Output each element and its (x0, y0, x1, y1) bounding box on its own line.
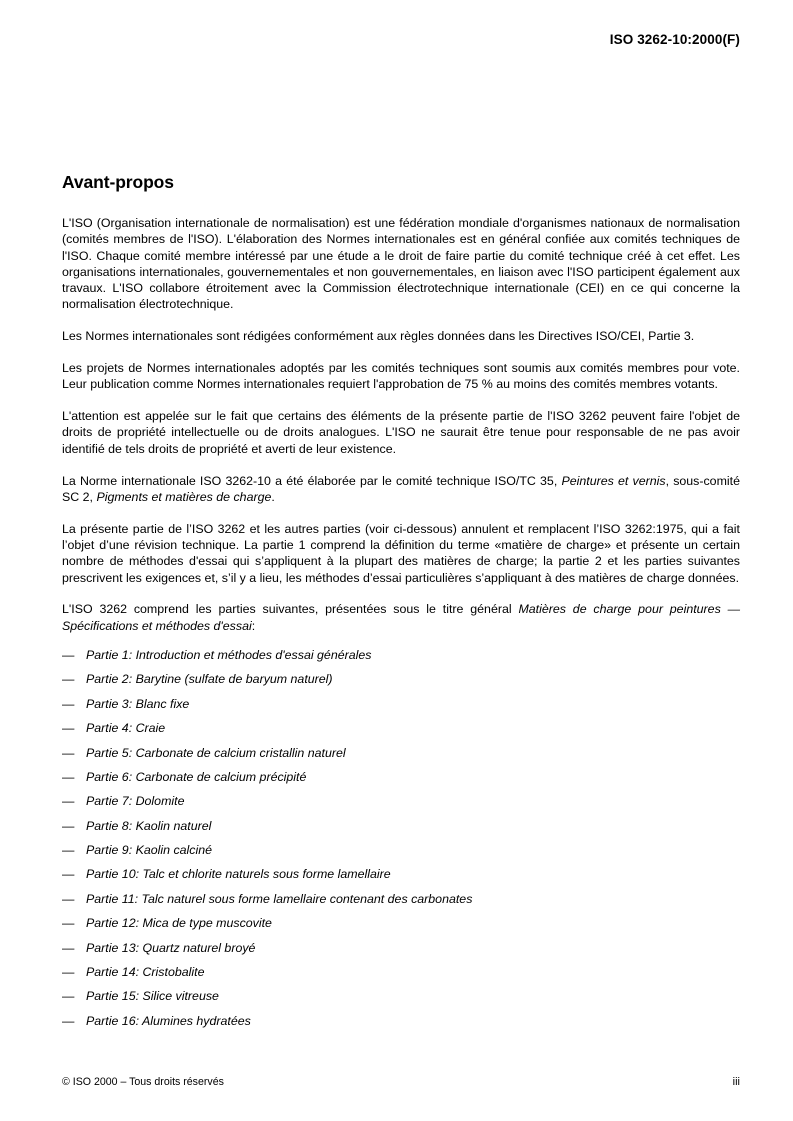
list-item-label: Partie 16: Alumines hydratées (86, 1013, 251, 1028)
committee-origin-text-2: , sous-comité SC 2, (62, 473, 740, 504)
page-content (62, 172, 740, 1037)
list-item (62, 696, 740, 712)
em-dash-bullet-icon: — (62, 916, 75, 931)
copyright-notice: © ISO 2000 – Tous droits réservés (62, 1076, 224, 1088)
list-item-label: Partie 13: Quartz naturel broyé (86, 940, 256, 955)
em-dash-bullet-icon: — (62, 843, 75, 858)
em-dash-bullet-icon: — (62, 965, 75, 980)
page-title: Avant-propos (62, 172, 174, 192)
list-item (62, 769, 740, 785)
list-item-label: Partie 7: Dolomite (86, 794, 185, 809)
list-item-label: Partie 11: Talc naturel sous forme lamellaire contenant des carbonates (86, 891, 473, 906)
em-dash-bullet-icon: — (62, 794, 75, 809)
committee-title-italic: Peintures et vernis (561, 473, 666, 488)
list-item-label: Partie 15: Silice vitreuse (86, 989, 219, 1004)
committee-origin-text-3: . (271, 489, 275, 504)
list-item-label: Partie 12: Mica de type muscovite (86, 916, 272, 931)
em-dash-bullet-icon: — (62, 1013, 75, 1028)
list-item-label: Partie 1: Introduction et méthodes d'essai générales (86, 647, 372, 662)
em-dash-bullet-icon: — (62, 940, 75, 955)
em-dash-bullet-icon: — (62, 867, 75, 882)
list-item (62, 866, 740, 882)
list-item-label: Partie 8: Kaolin naturel (86, 818, 212, 833)
page-number: iii (732, 1076, 740, 1088)
list-item (62, 964, 740, 980)
list-item (62, 818, 740, 834)
em-dash-bullet-icon: — (62, 891, 75, 906)
list-item-label: Partie 9: Kaolin calciné (86, 843, 213, 858)
paragraph-drafting-rules: Les Normes internationales sont rédigées conformément aux règles données dans les Directives ISO/CEI, Partie 3. (62, 329, 695, 344)
em-dash-bullet-icon: — (62, 721, 75, 736)
paragraph-revision-scope: La présente partie de l’ISO 3262 et les autres parties (voir ci-dessous) annulent et remplacent l’ISO 3262:1975, qui a fait l’objet d’une révision technique. La partie 1 comprend la définition du terme «matière de charge» et présente un certain nombre de méthodes d'essai qui s’appliquent à la plupart des matières de charge; la partie 2 et les parties suivantes prescrivent les exigences et, s’il y a lieu, les méthodes d’essai particulières s’appliquant à des matières de charge données. (62, 521, 740, 585)
paragraph-iso-definition: L'ISO (Organisation internationale de normalisation) est une fédération mondiale d'organismes nationaux de normalisation (comités membres de l'ISO). L'élaboration des Normes internationales est en général confiée aux comités techniques de l'ISO. Chaque comité membre intéressé par une étude a le droit de faire partie du comité technique créé à cet effet. Les organisations internationales, gouvernementales et non gouvernementales, en liaison avec l'ISO participent également aux travaux. L'ISO collabore étroitement avec la Commission électrotechnique internationale (CEI) en ce qui concerne la normalisation électrotechnique. (62, 216, 740, 312)
paragraph-parts-intro (62, 601, 740, 634)
parts-intro-text-1: L'ISO 3262 comprend les parties suivantes, présentées sous le titre général (62, 602, 519, 617)
subcommittee-title-italic: Pigments et matières de charge (96, 489, 272, 504)
page-header (62, 32, 740, 47)
list-item (62, 842, 740, 858)
list-item (62, 793, 740, 809)
paragraph-committee-origin (62, 473, 740, 506)
paragraph-patent-rights: L'attention est appelée sur le fait que certains des éléments de la présente partie de l'ISO 3262 peuvent faire l'objet de droits de propriété intellectuelle ou de droits analogues. L'ISO ne saurait être tenue pour responsable de ne pas avoir identifié de tels droits de propriété et averti de leur existence. (62, 409, 740, 456)
em-dash-bullet-icon: — (62, 745, 75, 760)
list-item-label: Partie 2: Barytine (sulfate de baryum naturel) (86, 672, 333, 687)
list-item (62, 671, 740, 687)
list-item (62, 915, 740, 931)
em-dash-bullet-icon: — (62, 989, 75, 1004)
committee-origin-text-1: La Norme internationale ISO 3262-10 a été élaborée par le comité technique ISO/TC 35, (62, 473, 562, 488)
list-item-label: Partie 3: Blanc fixe (86, 696, 190, 711)
list-item (62, 745, 740, 761)
list-item-label: Partie 10: Talc et chlorite naturels sous forme lamellaire (86, 867, 391, 882)
em-dash-bullet-icon: — (62, 672, 75, 687)
parts-intro-text-2: : (251, 618, 256, 633)
list-item-label: Partie 5: Carbonate de calcium cristallin naturel (86, 745, 346, 760)
general-title-italic: Matières de charge pour peintures — Spécifications et méthodes d'essai (62, 602, 740, 633)
list-item (62, 1013, 740, 1029)
em-dash-bullet-icon: — (62, 696, 75, 711)
em-dash-bullet-icon: — (62, 769, 75, 784)
em-dash-bullet-icon: — (62, 818, 75, 833)
list-item-label: Partie 6: Carbonate de calcium précipité (86, 769, 307, 784)
list-item (62, 720, 740, 736)
list-item-label: Partie 14: Cristobalite (86, 965, 205, 980)
page-footer (62, 1076, 740, 1088)
list-item (62, 647, 740, 663)
em-dash-bullet-icon: — (62, 647, 75, 662)
paragraph-voting: Les projets de Normes internationales adoptés par les comités techniques sont soumis aux comités membres pour vote. Leur publication comme Normes internationales requiert l'approbation de 75 % au moins des comités membres votants. (62, 361, 740, 392)
list-item (62, 940, 740, 956)
list-item (62, 988, 740, 1004)
standard-reference: ISO 3262-10:2000(F) (609, 32, 740, 47)
parts-list (62, 647, 740, 1029)
list-item-label: Partie 4: Craie (86, 721, 166, 736)
list-item (62, 891, 740, 907)
